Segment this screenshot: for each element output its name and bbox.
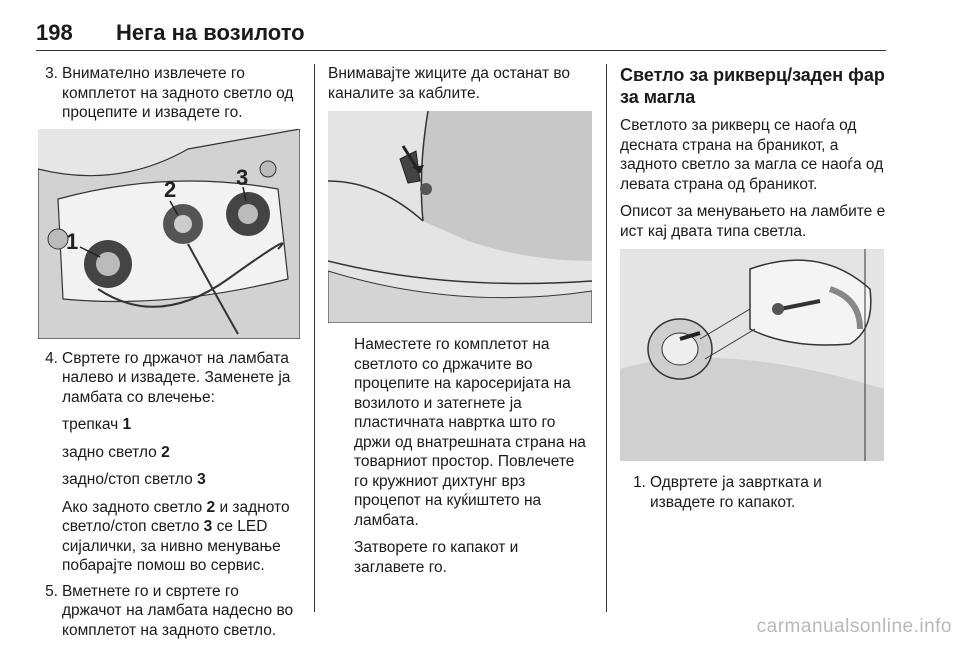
intro-text: Внимавајте жиците да останат во каналите за каблите.: [328, 65, 571, 102]
led-note-number: 2: [206, 498, 216, 516]
step-text: Одвртете ја завртката и извадете го капакот.: [650, 474, 822, 511]
step-number: 4.: [45, 349, 58, 367]
step-number: 3.: [45, 65, 58, 82]
column-right: [620, 64, 888, 518]
bulb-item-1: [36, 415, 300, 435]
step-number: 1.: [633, 474, 646, 491]
instruction-para-1: [328, 335, 592, 530]
section-para-2: Описот за менувањето на ламбите е ист кај двата типа светла.: [620, 203, 886, 240]
bulb-label: трепкач: [62, 416, 119, 433]
callout-3: 3: [236, 164, 249, 190]
instruction-text: Затворете го капакот и заглавете го.: [354, 539, 519, 576]
bulb-number: 3: [197, 471, 206, 488]
step-4: [36, 349, 300, 408]
bulb-number: 2: [161, 443, 170, 461]
watermark: carmanualsonline.info: [756, 616, 952, 637]
instruction-para-2: [328, 538, 592, 577]
step-text: Свртете го држачот на ламбата налево и извадете. Заменете ја ламбата со влечење:: [62, 349, 291, 406]
bulb-label: задно светло: [62, 443, 157, 461]
bulb-label: задно/стоп светло: [62, 471, 193, 488]
step-5: [36, 582, 300, 641]
column-divider: [606, 64, 607, 612]
page-number: 198: [36, 20, 73, 45]
led-note-text: Ако задното светло: [62, 498, 207, 516]
step-text: Внимателно извлечете го комплетот на задното светло од процепите и извадете го.: [62, 65, 294, 121]
led-note-text: се LED сијалички, за нивно менување побарајте помош во сервис.: [62, 518, 281, 574]
section-title: Светло за рикверц/заден фар за магла: [620, 65, 885, 107]
bulb-item-2: [36, 443, 300, 463]
column-divider: [314, 64, 315, 612]
page-title: Нега на возилото: [116, 20, 305, 45]
step-number: 5.: [45, 582, 58, 600]
column-left: [36, 64, 300, 646]
callout-2: 2: [164, 176, 177, 202]
bulb-item-3: [36, 470, 300, 490]
instruction-text: Наместете го комплетот на светлото со држачите во процепите на каросеријата на возилото и затегнете ја пластичната навртка што го држи од внатрешната страна на товарниот простор. Повлечете го кружниот дихтунг врз процепот на куќиштето на ламбата.: [354, 336, 586, 529]
led-note: [36, 498, 300, 576]
figure-fog-light: [620, 249, 884, 461]
figure-taillight-bulbs: [38, 129, 300, 339]
figure-car-rear: [328, 111, 592, 323]
led-note-text: и задното светло/стоп светло: [62, 498, 290, 535]
step-3: [36, 64, 300, 123]
step-1: [620, 473, 888, 512]
led-note-number: 3: [203, 518, 213, 535]
step-text: Вметнете го и свртете го држачот на ламбата надесно во комплетот на задното светло.: [62, 582, 294, 639]
page-header: [36, 20, 886, 51]
section-para-1: Светлото за рикверц се наоѓа од десната страна на браникот, а задното светло за магла се наоѓа од левата страна од браникот.: [620, 117, 884, 193]
bulb-number: 1: [122, 416, 132, 433]
callout-1: 1: [66, 228, 79, 254]
column-middle: [328, 64, 592, 577]
